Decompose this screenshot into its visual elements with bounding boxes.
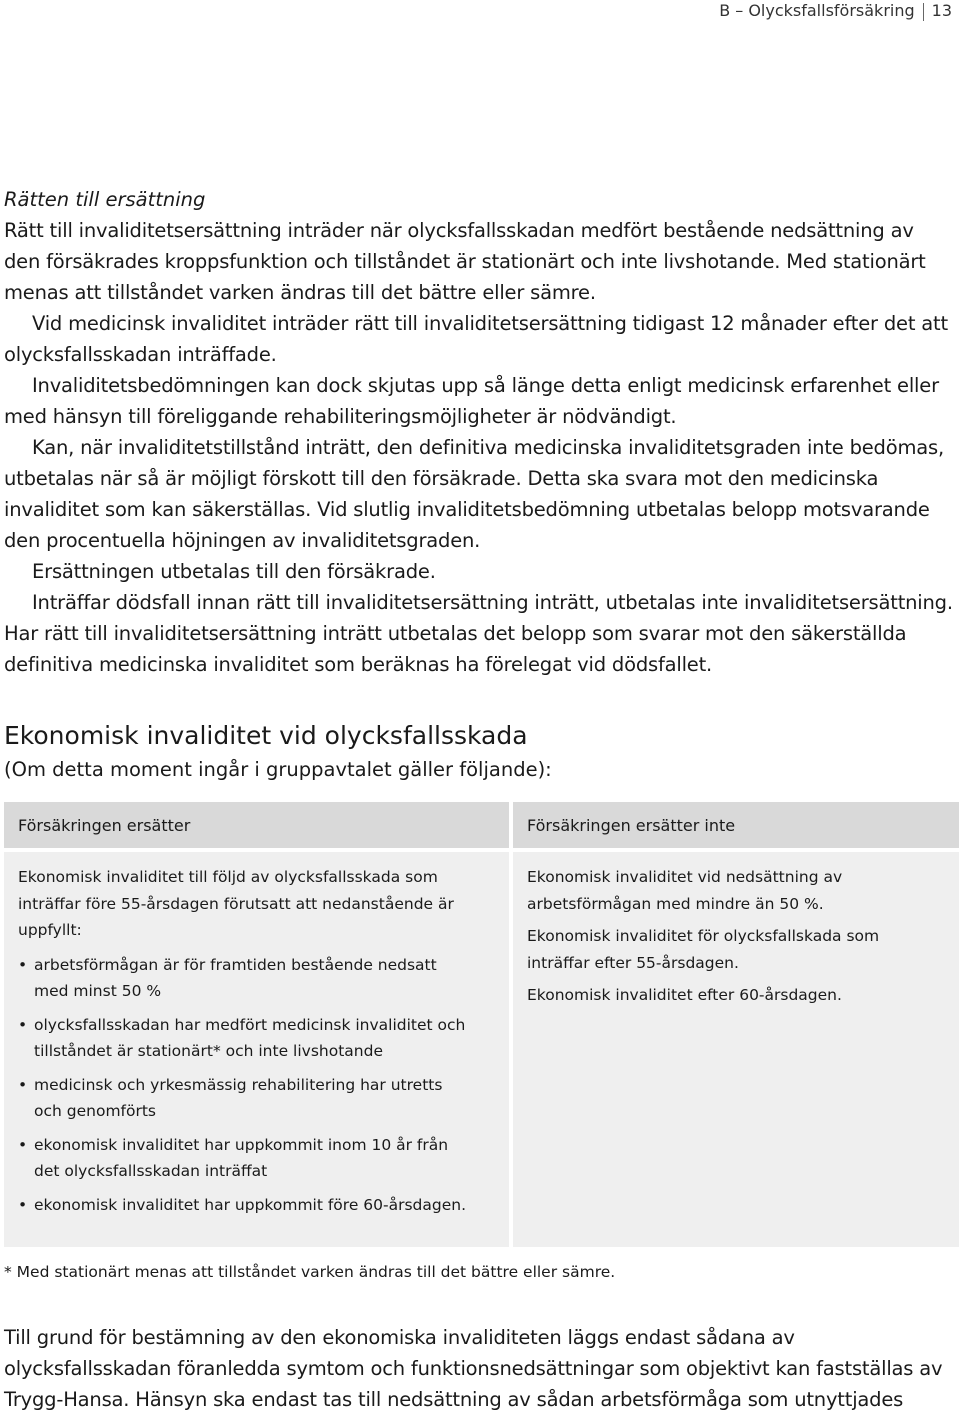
list-item — [18, 1132, 495, 1185]
page-number: 13 — [931, 1, 952, 20]
list-item-text: olycksfallsskadan har medfört medicinsk invaliditet och tillståndet är stationärt* och inte livshotande — [34, 1015, 466, 1060]
section-right-to-compensation — [4, 184, 954, 680]
footnote: * Med stationärt menas att tillståndet varken ändras till det bättre eller sämre. — [4, 1263, 616, 1281]
bullet-icon: • — [18, 955, 28, 974]
coverage-table — [4, 802, 959, 1247]
bullet-icon: • — [18, 1195, 28, 1214]
chapter-title: B – Olycksfallsförsäkring — [719, 1, 915, 20]
covered-cell — [4, 852, 513, 1247]
list-item-text: ekonomisk invaliditet har uppkommit inom 10 år från det olycksfallsskadan inträffat — [34, 1135, 449, 1180]
bullet-icon: • — [18, 1015, 28, 1034]
paragraph: Kan, när invaliditetstillstånd inträtt, den definitiva medicinska invaliditetsgraden inte bedömas, utbetalas när så är möjligt förskott till den försäkrade. Detta ska svara mot den medicinska invaliditet som kan säkerställas. Vid slutlig invaliditetsbedömning utbetalas belopp motsvarande den procentuella höjningen av invaliditetsgraden. — [4, 436, 944, 552]
list-item-text: ekonomisk invaliditet har uppkommit före 60-årsdagen. — [34, 1195, 467, 1214]
bullet-icon: • — [18, 1135, 28, 1154]
exclusion-item: Ekonomisk invaliditet för olycksfallskada som inträffar efter 55-årsdagen. — [527, 927, 880, 972]
paragraph: Invaliditetsbedömningen kan dock skjutas upp så länge detta enligt medicinsk erfarenhet eller med hänsyn till föreliggande rehabiliteringsmöjligheter är nödvändigt. — [4, 374, 939, 428]
section-title: Ekonomisk invaliditet vid olycksfallsskada — [4, 721, 528, 750]
covered-intro: Ekonomisk invaliditet till följd av olycksfallsskada som inträffar före 55-årsdagen förutsatt att nedanstående är uppfyllt: — [18, 868, 454, 939]
paragraph: Ersättningen utbetalas till den försäkrade. — [32, 560, 436, 583]
paragraph: Rätt till invaliditetsersättning inträder när olycksfallsskadan medfört bestående nedsättning av den försäkrades kroppsfunktion och tillståndet är stationärt och inte livshotande. Med stationärt menas att tillståndet varken ändras till det bättre eller sämre. — [4, 219, 926, 304]
list-item — [18, 1072, 495, 1125]
not-covered-cell — [513, 852, 959, 1247]
bullet-icon: • — [18, 1075, 28, 1094]
list-item-text: medicinsk och yrkesmässig rehabilitering har utretts och genomförts — [34, 1075, 443, 1120]
running-header — [719, 0, 952, 22]
list-item-text: arbetsförmågan är för framtiden bestående nedsatt med minst 50 % — [34, 955, 437, 1000]
list-item — [18, 952, 495, 1005]
paragraph: Inträffar dödsfall innan rätt till invaliditetsersättning inträtt, utbetalas inte invaliditetsersättning. Har rätt till invaliditetsersättning inträtt utbetalas det belopp som svarar mot den säkerställda definitiva medicinska invaliditet som beräknas ha förelegat vid dödsfallet. — [4, 591, 953, 676]
paragraph: Till grund för bestämning av den ekonomiska invaliditeten läggs endast sådana av olycksfallsskadan föranledda symtom och funktionsnedsättningar som objektivt kan fastställas av Trygg-Hansa. Hänsyn ska endast tas till nedsättning av sådan arbetsförmåga som utnyttjades — [4, 1326, 943, 1411]
section-heading: Rätten till ersättning — [4, 188, 206, 211]
table-header-covered: Försäkringen ersätter — [4, 802, 513, 852]
section-basis-of-assessment — [4, 1322, 954, 1415]
table-header-not-covered: Försäkringen ersätter inte — [513, 802, 959, 852]
list-item — [18, 1012, 495, 1065]
header-divider — [923, 3, 924, 21]
conditions-list — [18, 952, 495, 1219]
list-item — [18, 1192, 495, 1219]
section-economic-disability — [4, 718, 954, 785]
section-subtitle: (Om detta moment ingår i gruppavtalet gäller följande): — [4, 758, 552, 781]
paragraph: Vid medicinsk invaliditet inträder rätt till invaliditetsersättning tidigast 12 månader efter det att olycksfallsskadan inträffade. — [4, 312, 948, 366]
exclusion-item: Ekonomisk invaliditet vid nedsättning av arbetsförmågan med mindre än 50 %. — [527, 868, 843, 913]
exclusion-item: Ekonomisk invaliditet efter 60-årsdagen. — [527, 986, 842, 1004]
